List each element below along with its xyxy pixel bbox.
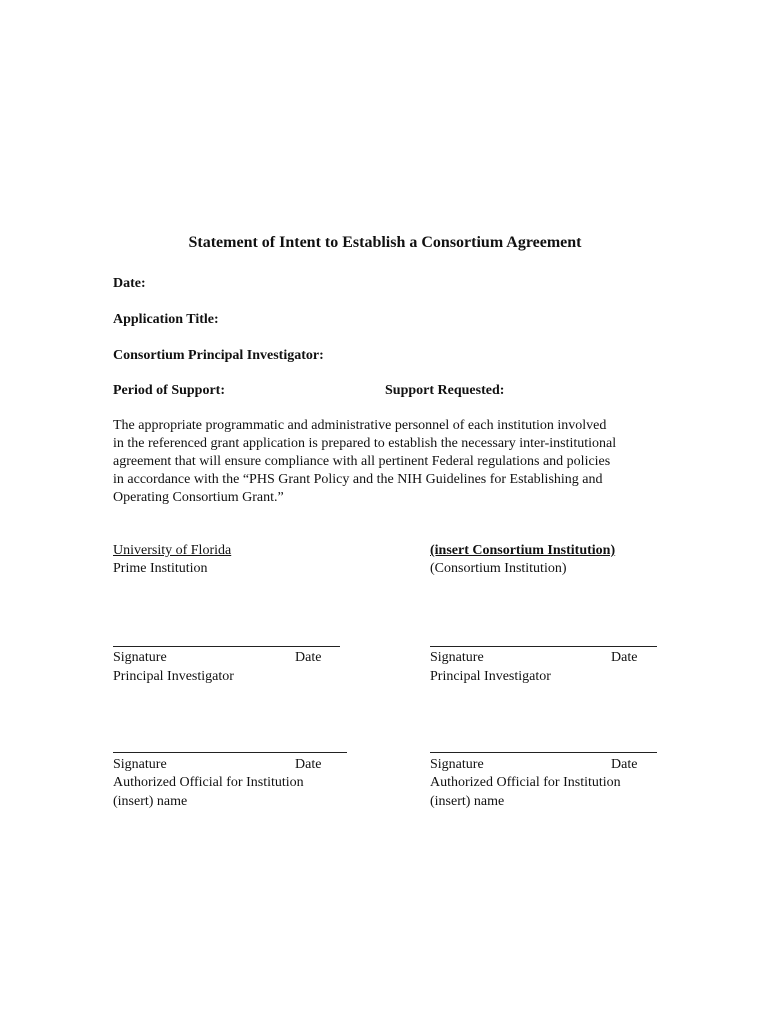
right-pi-date-label: Date xyxy=(611,650,638,665)
paragraph-line: agreement that will ensure compliance with all pertinent Federal regulations and policies xyxy=(113,454,611,469)
left-official-role: Authorized Official for Institution xyxy=(113,775,304,790)
left-pi-date-label: Date xyxy=(295,650,322,665)
right-pi-signature-line xyxy=(430,646,657,647)
agreement-paragraph xyxy=(113,417,673,507)
right-official-role: Authorized Official for Institution xyxy=(430,775,621,790)
support-requested-label: Support Requested: xyxy=(385,383,505,398)
paragraph-line: The appropriate programmatic and administrative personnel of each institution involved xyxy=(113,418,607,433)
left-official-date-label: Date xyxy=(295,757,322,772)
left-pi-signature-label: Signature xyxy=(113,650,167,665)
left-official-name: (insert) name xyxy=(113,794,188,809)
right-official-signature-label: Signature xyxy=(430,757,484,772)
left-official-signature-line xyxy=(113,752,347,753)
right-official-signature-line xyxy=(430,752,657,753)
consortium-institution-role: (Consortium Institution) xyxy=(430,561,567,576)
paragraph-line: Operating Consortium Grant.” xyxy=(113,490,284,505)
left-official-signature-label: Signature xyxy=(113,757,167,772)
prime-institution-name: University of Florida xyxy=(113,543,232,558)
prime-institution-role: Prime Institution xyxy=(113,561,208,576)
left-pi-signature-line xyxy=(113,646,340,647)
consortium-institution-name: (insert Consortium Institution) xyxy=(430,543,616,558)
right-official-name: (insert) name xyxy=(430,794,505,809)
document-title: Statement of Intent to Establish a Consortium Agreement xyxy=(188,234,582,251)
right-pi-signature-label: Signature xyxy=(430,650,484,665)
right-official-date-label: Date xyxy=(611,757,638,772)
consortium-pi-label: Consortium Principal Investigator: xyxy=(113,348,324,363)
right-pi-role: Principal Investigator xyxy=(430,669,551,684)
paragraph-line: in the referenced grant application is prepared to establish the necessary inter-institutional xyxy=(113,436,617,451)
left-pi-role: Principal Investigator xyxy=(113,669,234,684)
date-label: Date: xyxy=(113,276,146,291)
period-of-support-label: Period of Support: xyxy=(113,383,225,398)
paragraph-line: in accordance with the “PHS Grant Policy and the NIH Guidelines for Establishing and xyxy=(113,472,603,487)
application-title-label: Application Title: xyxy=(113,312,219,327)
